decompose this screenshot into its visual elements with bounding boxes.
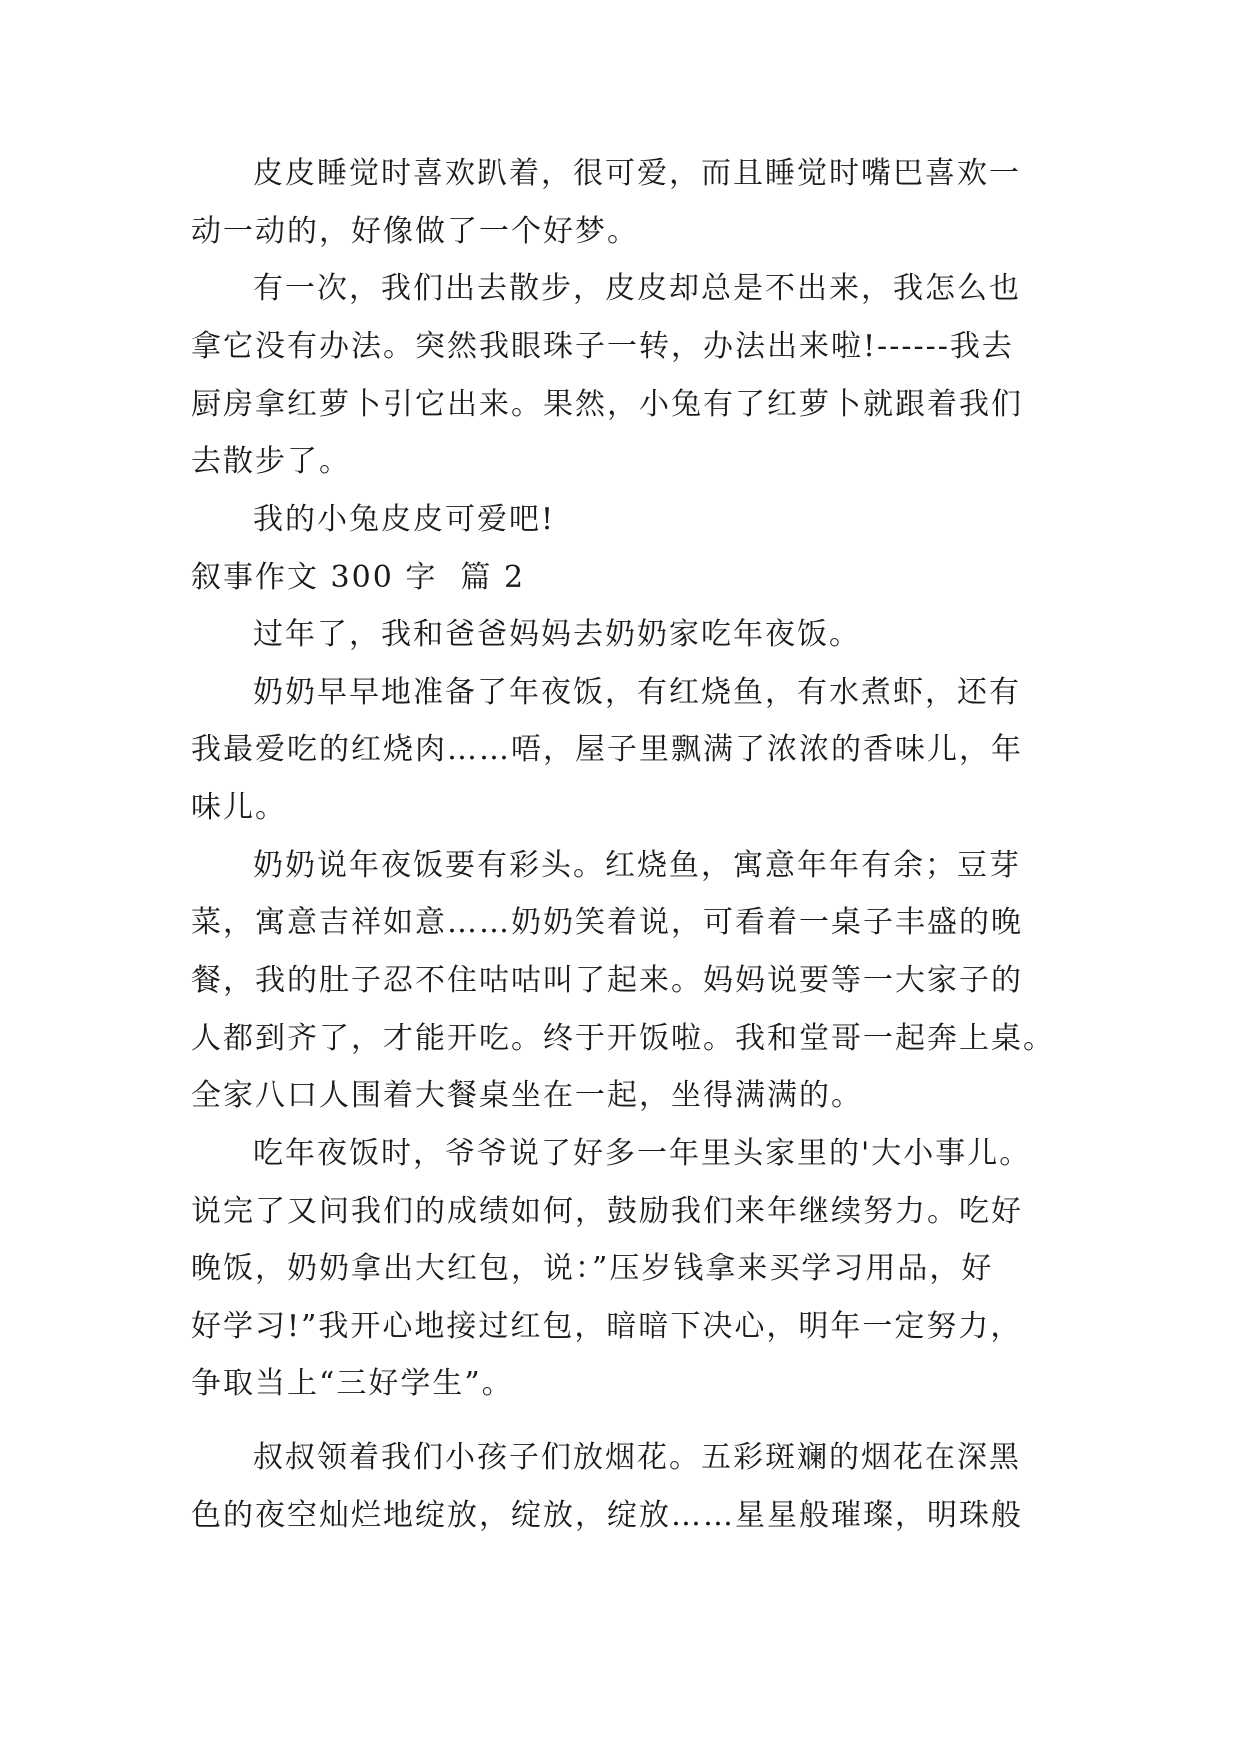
paragraph-line: 过年了，我和爸爸妈妈去奶奶家吃年夜饭。 [253, 617, 861, 652]
paragraph-line: 味儿。 [191, 790, 287, 825]
paragraph-line: 菜，寓意吉祥如意……奶奶笑着说，可看着一桌子丰盛的晚 [191, 905, 1023, 940]
paragraph-line: 晚饭，奶奶拿出大红包，说：”压岁钱拿来买学习用品，好 [191, 1251, 994, 1286]
paragraph-line: 皮皮睡觉时喜欢趴着，很可爱，而且睡觉时嘴巴喜欢一 [253, 156, 1021, 191]
paragraph-line: 色的夜空灿烂地绽放，绽放，绽放……星星般璀璨，明珠般 [191, 1498, 1023, 1533]
section-heading: 叙事作文 300 字 篇 2 [191, 560, 526, 595]
paragraph-line: 我最爱吃的红烧肉……唔，屋子里飘满了浓浓的香味儿，年 [191, 732, 1023, 767]
paragraph-line: 去散步了。 [191, 444, 351, 479]
paragraph-line: 争取当上“三好学生”。 [191, 1366, 514, 1401]
paragraph-line: 餐，我的肚子忍不住咕咕叫了起来。妈妈说要等一大家子的 [191, 963, 1023, 998]
paragraph-line: 厨房拿红萝卜引它出来。果然，小兔有了红萝卜就跟着我们 [191, 387, 1023, 422]
paragraph-line: 好学习!”我开心地接过红包，暗暗下决心，明年一定努力， [191, 1309, 1023, 1344]
paragraph-line: 我的小兔皮皮可爱吧! [253, 502, 556, 537]
paragraph-line: 有一次，我们出去散步，皮皮却总是不出来，我怎么也 [253, 271, 1021, 306]
paragraph-line: 奶奶早早地准备了年夜饭，有红烧鱼，有水煮虾，还有 [253, 675, 1021, 710]
paragraph-line: 动一动的，好像做了一个好梦。 [191, 214, 639, 249]
paragraph-line: 说完了又问我们的成绩如何，鼓励我们来年继续努力。吃好 [191, 1194, 1023, 1229]
paragraph-line: 全家八口人围着大餐桌坐在一起，坐得满满的。 [191, 1078, 863, 1113]
paragraph-line: 拿它没有办法。突然我眼珠子一转，办法出来啦!------我去 [191, 329, 1014, 364]
paragraph-line: 人都到齐了，才能开吃。终于开饭啦。我和堂哥一起奔上桌。 [191, 1021, 1055, 1056]
paragraph-line: 叔叔领着我们小孩子们放烟花。五彩斑斓的烟花在深黑 [253, 1440, 1021, 1475]
paragraph-line: 奶奶说年夜饭要有彩头。红烧鱼，寓意年年有余；豆芽 [253, 848, 1021, 883]
paragraph-line: 吃年夜饭时，爷爷说了好多一年里头家里的'大小事儿。 [253, 1136, 1032, 1171]
